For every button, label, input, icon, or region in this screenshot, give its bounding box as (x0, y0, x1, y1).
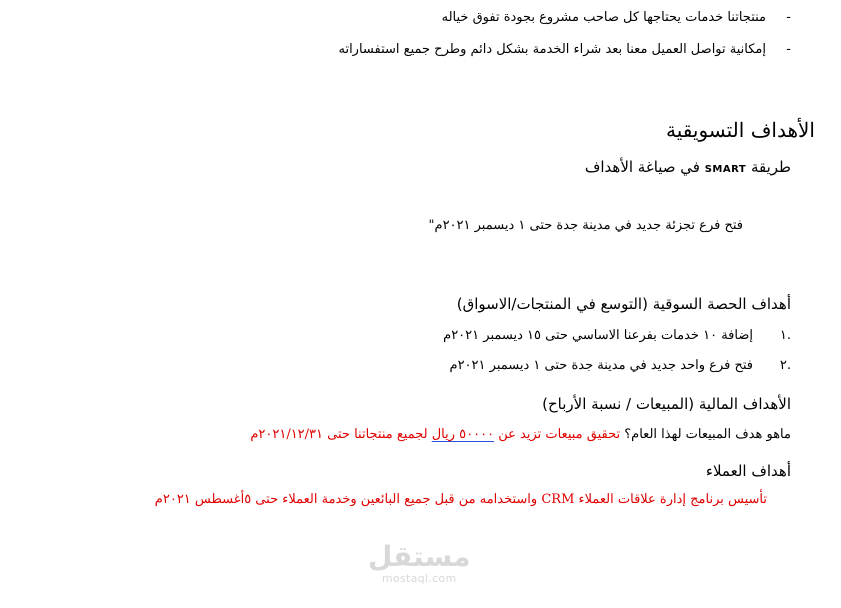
bullet-dash: - (786, 10, 791, 25)
customer-goals-heading: أهداف العملاء (705, 462, 791, 480)
smart-heading-before: طريقة (746, 158, 791, 176)
smart-heading-acronym: SMART (704, 164, 747, 175)
financial-goal-line (250, 427, 791, 442)
sales-amount: ٥٠٠٠٠ ريال (431, 427, 495, 442)
smart-goal-example: فتح فرع تجزئة جديد في مدينة جدة حتى ١ ديسمبر ٢٠٢١م" (428, 218, 743, 233)
list-item-text: فتح فرع واحد جديد في مدينة جدة حتى ١ ديسمبر ٢٠٢١م (449, 358, 753, 373)
financial-goals-heading: الأهداف المالية (المبيعات / نسبة الأرباح) (542, 395, 791, 413)
list-item (450, 358, 791, 373)
bullet-item-contact: إمكانية تواصل العميل معنا بعد شراء الخدمة بشكل دائم وطرح جميع استفساراته (338, 42, 766, 57)
marketing-goals-heading: الأهداف التسويقية (666, 118, 815, 142)
sales-answer-prefix: تحقيق مبيعات تزيد عن (494, 427, 621, 442)
list-number: .١ (779, 328, 791, 343)
smart-heading-after: في صياغة الأهداف (584, 158, 705, 176)
sales-answer-suffix: لجميع منتجاتنا حتى ٢٠٢١/١٢/٣١م (250, 427, 432, 442)
bullet-dash: - (786, 42, 791, 57)
list-item-text: إضافة ١٠ خدمات بفرعنا الاساسي حتى ١٥ ديسمبر ٢٠٢١م (443, 328, 753, 343)
customer-goal-text: تأسيس برنامج إدارة علاقات العملاء CRM واستخدامه من قبل جميع البائعين وخدمة العملاء حتى ٥أغسطس ٢٠٢١م (154, 492, 767, 507)
sales-question: ماهو هدف المبيعات لهذا العام؟ (620, 427, 791, 442)
watermark-latin: mostaql.com (381, 572, 457, 585)
list-number: .٢ (779, 358, 791, 373)
watermark-arabic: مستقل (368, 540, 471, 573)
bullet-item-products: منتجاتنا خدمات يحتاجها كل صاحب مشروع بجودة تفوق خياله (441, 10, 766, 25)
list-item (443, 328, 791, 343)
smart-method-heading (585, 158, 791, 176)
watermark-logo (368, 542, 470, 586)
market-share-heading: أهداف الحصة السوقية (التوسع في المنتجات/الاسواق) (456, 295, 791, 313)
